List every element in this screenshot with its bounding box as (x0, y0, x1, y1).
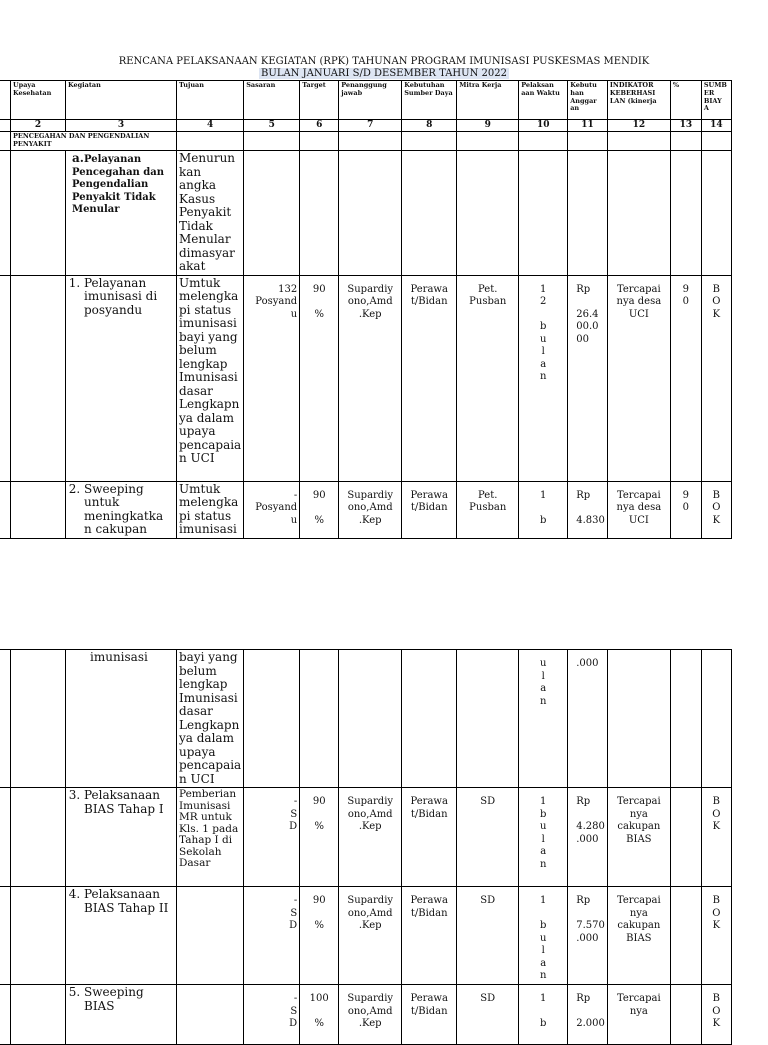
empty-cell (339, 650, 402, 788)
table-row-continuation (0, 650, 731, 788)
header-cell: Target (300, 81, 339, 120)
kegiatan-cell (66, 481, 177, 538)
target-cell: 100 % (300, 985, 339, 1045)
empty-cell (244, 151, 300, 276)
table-row (0, 887, 731, 985)
column-number: 9 (457, 120, 519, 132)
header-row (0, 81, 731, 120)
column-number: 12 (607, 120, 670, 132)
empty-cell (670, 151, 701, 276)
column-number: 6 (300, 120, 339, 132)
sasaran-cell: - S D (244, 887, 300, 985)
mitra-cell: SD (457, 887, 519, 985)
waktu-cell: 1 b u l a n (519, 788, 568, 887)
header-cell: Sasaran (244, 81, 300, 120)
column-number: 5 (244, 120, 300, 132)
table-row (0, 788, 731, 887)
kegiatan-text: 1. Pelayanan imunisasi di posyandu (84, 277, 174, 318)
biaya-cell: B O K (701, 788, 731, 887)
indikator-cell: Tercapai nya cakupan BIAS (607, 788, 670, 887)
empty-cell (701, 132, 731, 151)
column-number: 3 (66, 120, 177, 132)
persen-cell (670, 887, 701, 985)
biaya-cell: B O K (701, 887, 731, 985)
rpk-table-page-2 (0, 649, 732, 1045)
empty-cell (339, 151, 402, 276)
anggaran-cell: .000 (568, 650, 608, 788)
indikator-cell: Tercapai nya desa UCI (607, 481, 670, 538)
empty-cell (300, 151, 339, 276)
table-row (0, 275, 731, 481)
kegiatan-text: 2. Sweeping untuk meningkatka n cakupan (84, 483, 174, 537)
empty-cell (670, 650, 701, 788)
anggaran-cell: Rp 4.830 (568, 481, 608, 538)
empty-cell (0, 481, 11, 538)
empty-cell (457, 650, 519, 788)
waktu-cell: 1 b u l a n (519, 887, 568, 985)
empty-cell (11, 275, 66, 481)
sasaran-cell: 132 Posyand u (244, 275, 300, 481)
header-cell: INDIKATOR KEBERHASI LAN (kinerja (607, 81, 670, 120)
header-cell: % (670, 81, 701, 120)
empty-cell (457, 151, 519, 276)
subprogram-row (0, 151, 731, 276)
empty-cell (670, 132, 701, 151)
sumber-daya-cell: Perawa t/Bidan (402, 887, 457, 985)
sasaran-cell: - S D (244, 985, 300, 1045)
document-period: BULAN JANUARI S/D DESEMBER TAHUN 2022 (261, 68, 507, 79)
persen-cell: 9 0 (670, 275, 701, 481)
column-number: 13 (670, 120, 701, 132)
indikator-cell: Tercapai nya desa UCI (607, 275, 670, 481)
waktu-cell: 1 b (519, 481, 568, 538)
empty-cell (177, 132, 244, 151)
empty-cell (339, 132, 402, 151)
kegiatan-text: 3. Pelaksanaan BIAS Tahap I (84, 789, 174, 816)
empty-cell (519, 132, 568, 151)
table-row (0, 985, 731, 1045)
empty-cell (11, 481, 66, 538)
empty-cell (244, 650, 300, 788)
tujuan-cell: Umtuk melengka pi status imunisasi (177, 481, 244, 538)
column-number: 2 (11, 120, 66, 132)
anggaran-cell: Rp 7.570 .000 (568, 887, 608, 985)
empty-cell (607, 132, 670, 151)
section-row (0, 132, 731, 151)
empty-cell (701, 650, 731, 788)
header-cell: Mitra Kerja (457, 81, 519, 120)
kegiatan-text: 4. Pelaksanaan BIAS Tahap II (84, 888, 174, 915)
pj-cell: Supardiy ono,Amd .Kep (339, 887, 402, 985)
subprogram-text: Pelayanan Pencegahan dan Pengendalian Penyakit Tidak Menular (72, 154, 165, 215)
target-cell: 90 % (300, 788, 339, 887)
target-cell: 90 % (300, 275, 339, 481)
empty-cell (701, 151, 731, 276)
document-subtitle (0, 68, 768, 79)
header-cell-blank (0, 81, 11, 120)
tujuan-cell (177, 887, 244, 985)
target-cell: 90 % (300, 887, 339, 985)
pj-cell: Supardiy ono,Amd .Kep (339, 788, 402, 887)
section-blank (0, 132, 11, 151)
persen-cell: 9 0 (670, 481, 701, 538)
empty-cell (11, 650, 66, 788)
table-row (0, 481, 731, 538)
column-number: 10 (519, 120, 568, 132)
pj-cell: Supardiy ono,Amd .Kep (339, 985, 402, 1045)
tujuan-cell: Umtuk melengka pi status imunisasi bayi yang belum lengkap Imunisasi dasar Lengkapn ya dalam upaya pencapaia n UCI (177, 275, 244, 481)
waktu-cell: 1 b (519, 985, 568, 1045)
tujuan-cell: bayi yang belum lengkap Imunisasi dasar Lengkapn ya dalam upaya pencapaia n UCI (177, 650, 244, 788)
empty-cell (11, 985, 66, 1045)
anggaran-cell: Rp 2.000 (568, 985, 608, 1045)
empty-cell (568, 151, 608, 276)
header-cell: Penanggung jawab (339, 81, 402, 120)
rpk-table-page-1 (0, 80, 732, 539)
document-title: RENCANA PELAKSANAAN KEGIATAN (RPK) TAHUNAN PROGRAM IMUNISASI PUSKESMAS MENDIK (118, 56, 650, 67)
column-number: 14 (701, 120, 731, 132)
kegiatan-cell: imunisasi (66, 650, 177, 788)
subprogram-marker: a. (72, 151, 84, 165)
empty-cell (11, 151, 66, 276)
column-number: 11 (568, 120, 608, 132)
indikator-cell: Tercapai nya (607, 985, 670, 1045)
empty-cell (607, 650, 670, 788)
empty-cell (402, 650, 457, 788)
column-number: 8 (402, 120, 457, 132)
header-cell: Kebutuhan Sumber Daya (402, 81, 457, 120)
subprogram-tujuan: Menurun kan angka Kasus Penyakit Tidak Menular dimasyar akat (177, 151, 244, 276)
empty-cell (519, 151, 568, 276)
empty-cell (0, 985, 11, 1045)
empty-cell (0, 151, 11, 276)
empty-cell (607, 151, 670, 276)
empty-cell (402, 132, 457, 151)
persen-cell (670, 985, 701, 1045)
biaya-cell: B O K (701, 985, 731, 1045)
biaya-cell: B O K (701, 481, 731, 538)
pj-cell: Supardiy ono,Amd .Kep (339, 481, 402, 538)
indikator-cell: Tercapai nya cakupan BIAS (607, 887, 670, 985)
empty-cell (300, 650, 339, 788)
mitra-cell: SD (457, 985, 519, 1045)
sasaran-cell: - S D (244, 788, 300, 887)
persen-cell (670, 788, 701, 887)
sumber-daya-cell: Perawa t/Bidan (402, 481, 457, 538)
sumber-daya-cell: Perawa t/Bidan (402, 275, 457, 481)
sumber-daya-cell: Perawa t/Bidan (402, 985, 457, 1045)
anggaran-cell: Rp 26.4 00.0 00 (568, 275, 608, 481)
tujuan-cell (177, 985, 244, 1045)
header-cell: Kegiatan (66, 81, 177, 120)
empty-cell (0, 650, 11, 788)
anggaran-cell: Rp 4.280 .000 (568, 788, 608, 887)
empty-cell (0, 275, 11, 481)
sumber-daya-cell: Perawa t/Bidan (402, 788, 457, 887)
empty-cell (11, 788, 66, 887)
empty-cell (402, 151, 457, 276)
kegiatan-cell (66, 887, 177, 985)
column-number-blank (0, 120, 11, 132)
kegiatan-cell (66, 275, 177, 481)
waktu-cell: 1 2 b u l a n (519, 275, 568, 481)
mitra-cell: Pet. Pusban (457, 275, 519, 481)
empty-cell (300, 132, 339, 151)
header-cell: Kebutu han Anggar an (568, 81, 608, 120)
column-number-row (0, 120, 731, 132)
header-cell: Tujuan (177, 81, 244, 120)
column-number: 4 (177, 120, 244, 132)
header-cell: Pelaksan aan Waktu (519, 81, 568, 120)
kegiatan-cell (66, 788, 177, 887)
waktu-cell: u l a n (519, 650, 568, 788)
empty-cell (244, 132, 300, 151)
empty-cell (0, 887, 11, 985)
sasaran-cell: - Posyand u (244, 481, 300, 538)
header-cell: Upaya Kesehatan (11, 81, 66, 120)
empty-cell (0, 788, 11, 887)
empty-cell (568, 132, 608, 151)
empty-cell (457, 132, 519, 151)
mitra-cell: SD (457, 788, 519, 887)
pj-cell: Supardiy ono,Amd .Kep (339, 275, 402, 481)
column-number: 7 (339, 120, 402, 132)
mitra-cell: Pet. Pusban (457, 481, 519, 538)
kegiatan-cell (66, 985, 177, 1045)
subprogram-label (66, 151, 177, 276)
section-label: PENCEGAHAN DAN PENGENDALIAN PENYAKIT (11, 132, 177, 151)
empty-cell (11, 887, 66, 985)
header-cell: SUMB ER BIAY A (701, 81, 731, 120)
kegiatan-text: 5. Sweeping BIAS (84, 986, 174, 1013)
tujuan-cell: Pemberian Imunisasi MR untuk Kls. 1 pada Tahap I di Sekolah Dasar (177, 788, 244, 887)
target-cell: 90 % (300, 481, 339, 538)
biaya-cell: B O K (701, 275, 731, 481)
